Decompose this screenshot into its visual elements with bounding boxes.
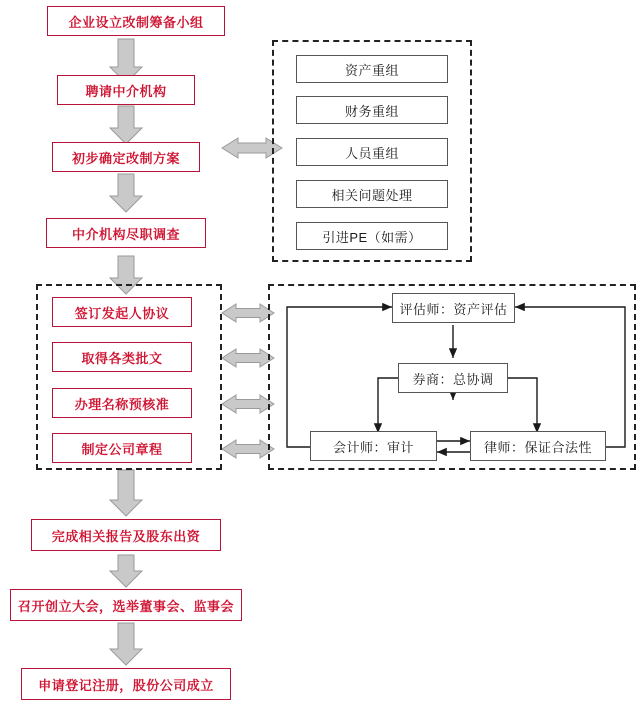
node-financial-restructure[interactable]: 财务重组 — [296, 96, 448, 124]
node-approvals[interactable]: 取得各类批文 — [52, 342, 192, 372]
node-staff-restructure[interactable]: 人员重组 — [296, 138, 448, 166]
node-introduce-pe[interactable]: 引进PE（如需） — [296, 222, 448, 250]
node-founding-meeting[interactable]: 召开创立大会，选举董事会、监事会 — [10, 589, 242, 621]
node-lawyer[interactable]: 律师：保证合法性 — [470, 431, 606, 461]
node-initial-plan[interactable]: 初步确定改制方案 — [52, 142, 200, 172]
node-accountant[interactable]: 会计师：审计 — [310, 431, 437, 461]
node-due-diligence[interactable]: 中介机构尽职调查 — [46, 218, 206, 248]
node-articles[interactable]: 制定公司章程 — [52, 433, 192, 463]
node-sponsor-agreement[interactable]: 签订发起人协议 — [52, 297, 192, 327]
node-hire-agency[interactable]: 聘请中介机构 — [57, 75, 195, 105]
node-appraiser[interactable]: 评估师：资产评估 — [392, 293, 515, 323]
node-broker[interactable]: 券商：总协调 — [398, 363, 508, 393]
node-reports-capital[interactable]: 完成相关报告及股东出资 — [31, 519, 221, 551]
node-registration[interactable]: 申请登记注册，股份公司成立 — [21, 668, 231, 700]
node-setup-team[interactable]: 企业设立改制筹备小组 — [47, 6, 225, 36]
node-related-issues[interactable]: 相关问题处理 — [296, 180, 448, 208]
node-name-preapproval[interactable]: 办理名称预核准 — [52, 388, 192, 418]
node-asset-restructure[interactable]: 资产重组 — [296, 55, 448, 83]
